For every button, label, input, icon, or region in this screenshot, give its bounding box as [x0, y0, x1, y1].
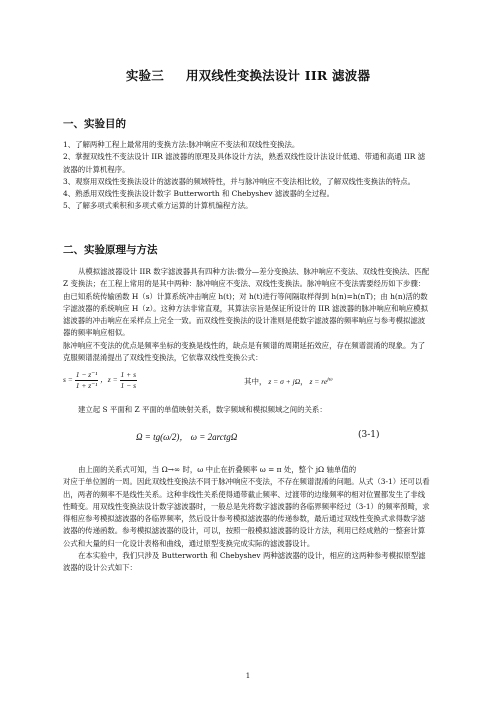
- section2-body-bottom: [63, 464, 431, 575]
- fraction-numerator: 1 − z⁻¹: [75, 370, 98, 379]
- principle-paragraph: 由上面的关系式可知，当 Ω→∞ 时，ω 中止在折叠频率 ω = π 处，整个 jΩ 轴单值的: [78, 465, 357, 474]
- fraction-numerator: 1 + s: [120, 370, 137, 379]
- objective-item: 3、观察用双线性变换法设计的滤波器的频域特性，并与脉冲响应不变法相比较，了解双线性变换法的特点。: [63, 176, 416, 186]
- frequency-relation-formula: Ω = tg(ω/2)， ω = 2arctgΩ: [136, 432, 238, 442]
- section2-heading: 二、实验原理与方法: [63, 244, 158, 256]
- title-text: 用双线性变换法设计 IIR 滤波器: [185, 68, 371, 83]
- objective-item: 1、了解两种工程上最常用的变换方法:脉冲响应不变法和双线性变换法。: [63, 140, 300, 149]
- section1-body: [63, 139, 431, 213]
- page-number: 1: [245, 672, 251, 680]
- principle-paragraph: 从模拟滤波器设计 IIR 数字滤波器具有四种方法:微分—差分变换法、脉冲响应不变法、双线性变换法、匹配 Z 变换法；在工程上常用的是其中两种：脉冲响应不变法、双线性变换法。脉冲响应不变法需要经历如下步骤：由已知系统传输函数 H（s）计算系统冲击响应 h(t)；对 h(t)进行等间隔取样得到 h(n)=h(nT)；由 h(n)活的数字滤波器的系统响应 H（z）。这种方法非常直观，其算法宗旨是保证所设计的 IIR 滤波器的脉冲响应和响应模拟滤波器的冲击响应在采样点上完全一致。而双线性变换法的设计准则是使数字滤波器的频率响应与参考模拟滤波器的频率响应相似。: [63, 267, 430, 338]
- formula-z-polar: z = re: [309, 377, 328, 386]
- fraction-denominator: 1 + z⁻¹: [75, 381, 98, 390]
- formula-z-complex: z = σ + jΩ: [268, 377, 301, 386]
- formula-z-label: ，z =: [100, 375, 120, 385]
- fraction: [75, 370, 99, 391]
- section2-mapping-text: [63, 404, 431, 416]
- objective-item: 4、熟悉用双线性变换法设计数字 Butterworth 和 Chebyshev 滤波器的全过程。: [63, 189, 334, 199]
- principle-paragraph: 在本实验中，我们只涉及 Butterworth 和 Chebyshev 两种滤波器的设计，相应的这两种参考模拟原型滤波器的设计公式如下：: [63, 551, 426, 573]
- fraction: [120, 370, 137, 391]
- formula-note-text: 其中，: [244, 377, 267, 386]
- formula-exponent: jω: [327, 376, 333, 383]
- principle-paragraph: 建立起 S 平面和 Z 平面的单值映射关系，数字频域和模拟频域之间的关系：: [78, 405, 327, 414]
- page-title: [0, 66, 496, 84]
- formula-note: 其中， z = σ + jΩ， $z = re^{j\omega}$: [244, 376, 333, 386]
- formula-s-label: s =: [63, 375, 75, 385]
- bilinear-formula: [63, 370, 137, 391]
- title-experiment-number: 实验三: [125, 68, 164, 83]
- principle-paragraph: 对应于单位圆的一周。因此双线性变换法不同于脉冲响应不变法，不存在频谱混淆的问题。从式（3-1）还可以看出，两者的频率不是线性关系。这种非线性关系使得通带截止频率、过渡带的边缘频率的相对位置都发生了非线性畸变。用双线性变换法设计数字滤波器时，一般总是先将数字滤波器的各临界频率经过（3-1）的频率预畸，求得相应参考模拟滤波器的各临界频率，然后设计参考模拟滤波器的传递参数，最后通过双线性变换式求得数字滤波器的传递函数。参考模拟滤波器的设计，可以，按照一般模拟滤波器的设计方法，利用已经成熟的一整套计算公式和大量的归一化设计表格和曲线，通过原型变换完成实际的滤波器设计。: [63, 477, 430, 548]
- section2-body-top: [63, 266, 431, 364]
- objective-item: 2、掌握双线性不变法设计 IIR 滤波器的原理及具体设计方法，熟悉双线性设计法设计低通、带通和高通 IIR 滤波器的计算机程序。: [63, 152, 426, 174]
- equation-tag: (3-1): [358, 430, 380, 440]
- principle-paragraph: 脉冲响应不变法的优点是频率坐标的变换是线性的，缺点是有频谱的周期延拓效应，存在频谱混淆的现象。为了克服频谱混淆提出了双线性变换法，它依靠双线性变换公式：: [63, 340, 426, 363]
- objective-item: 5、了解多项式乘积和多项式乘方运算的计算机编程方法。: [63, 201, 253, 211]
- fraction-denominator: 1 − s: [120, 381, 137, 390]
- section1-heading: 一、实验目的: [63, 118, 126, 130]
